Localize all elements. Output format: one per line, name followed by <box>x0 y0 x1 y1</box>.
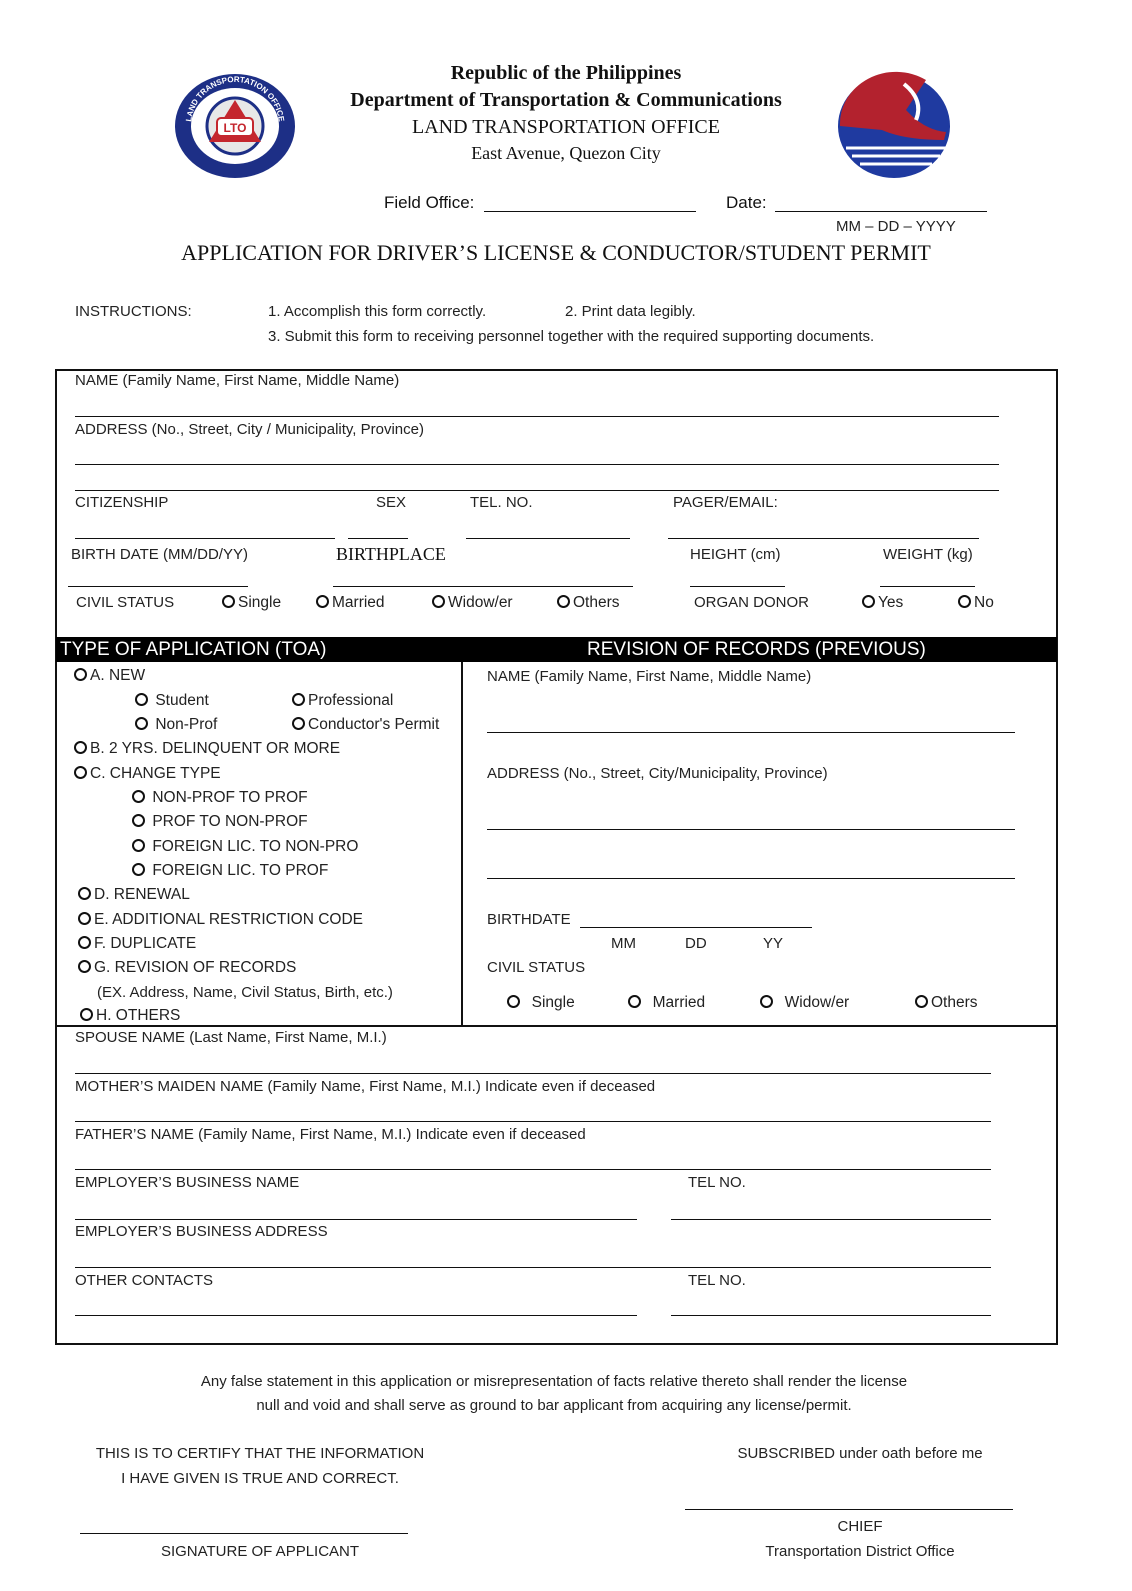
disclaimer-line-1: Any false statement in this application or misrepresentation of facts relative thereto shall render the license <box>200 1373 908 1390</box>
header-department: Department of Transportation & Communications <box>350 89 782 111</box>
toa-student-radio[interactable]: Student <box>135 692 209 710</box>
rev-dd-label: DD <box>685 935 707 952</box>
radio-circle-icon <box>74 668 87 681</box>
civil-others-radio[interactable]: Others <box>557 594 620 612</box>
birthdate-label: BIRTH DATE (MM/DD/YY) <box>71 546 248 563</box>
sex-input[interactable] <box>348 538 408 539</box>
rev-civil-widower-radio[interactable]: Widow/er <box>760 994 849 1012</box>
citizenship-label: CITIZENSHIP <box>75 494 169 511</box>
other-contacts-tel-label: TEL NO. <box>688 1272 746 1289</box>
spouse-input[interactable] <box>75 1073 991 1074</box>
rev-birthdate-input[interactable] <box>580 927 812 928</box>
address-input-1[interactable] <box>75 464 999 465</box>
oath-line: SUBSCRIBED under oath before me <box>737 1445 983 1462</box>
toa-others-radio[interactable]: H. OTHERS <box>80 1007 180 1025</box>
radio-circle-icon <box>862 595 875 608</box>
rev-name-label: NAME (Family Name, First Name, Middle Name) <box>487 668 812 685</box>
father-input[interactable] <box>75 1169 991 1170</box>
name-label: NAME (Family Name, First Name, Middle Name) <box>75 372 400 389</box>
radio-circle-icon <box>760 995 773 1008</box>
signature-input[interactable] <box>80 1533 408 1534</box>
radio-circle-icon <box>74 741 87 754</box>
disclaimer-line-2: null and void and shall serve as ground to bar applicant from acquiring any license/permit. <box>256 1397 852 1414</box>
instruction-1: 1. Accomplish this form correctly. <box>268 303 487 320</box>
radio-circle-icon <box>80 1008 93 1021</box>
radio-circle-icon <box>915 995 928 1008</box>
toa-restriction-code-radio[interactable]: E. ADDITIONAL RESTRICTION CODE <box>78 911 363 929</box>
tel-label: TEL. NO. <box>470 494 533 511</box>
form-box <box>55 369 1058 1345</box>
toa-change-type-radio[interactable]: C. CHANGE TYPE <box>74 765 221 783</box>
radio-circle-icon <box>292 717 305 730</box>
toa-revision-radio[interactable]: G. REVISION OF RECORDS <box>78 959 296 977</box>
sex-label: SEX <box>376 494 407 511</box>
employer-tel-label: TEL NO. <box>688 1174 746 1191</box>
date-format-hint: MM – DD – YYYY <box>836 218 956 235</box>
rev-civil-others-radio[interactable]: Others <box>915 994 978 1012</box>
employer-tel-input[interactable] <box>671 1219 991 1220</box>
header-address: East Avenue, Quezon City <box>471 143 661 163</box>
height-input[interactable] <box>690 586 785 587</box>
toa-prof-to-nonprof-radio[interactable]: PROF TO NON-PROF <box>132 813 308 831</box>
toa-duplicate-radio[interactable]: F. DUPLICATE <box>78 935 196 953</box>
other-contacts-tel-input[interactable] <box>671 1315 991 1316</box>
radio-circle-icon <box>132 790 145 803</box>
spouse-label: SPOUSE NAME (Last Name, First Name, M.I.) <box>75 1029 387 1046</box>
toa-new-radio[interactable]: A. NEW <box>74 667 145 685</box>
organ-no-radio[interactable]: No <box>958 594 994 612</box>
radio-circle-icon <box>135 717 148 730</box>
toa-heading: TYPE OF APPLICATION (TOA) <box>60 639 327 660</box>
organ-yes-radio[interactable]: Yes <box>862 594 903 612</box>
column-divider <box>461 662 463 1026</box>
civil-married-radio[interactable]: Married <box>316 594 385 612</box>
radio-circle-icon <box>78 912 91 925</box>
radio-circle-icon <box>132 863 145 876</box>
radio-circle-icon <box>135 693 148 706</box>
form-title: APPLICATION FOR DRIVER’S LICENSE & CONDUCTOR/STUDENT PERMIT <box>181 240 931 265</box>
certify-line-2: I HAVE GIVEN IS TRUE AND CORRECT. <box>121 1470 399 1487</box>
weight-label: WEIGHT (kg) <box>883 546 973 563</box>
employer-name-input[interactable] <box>75 1219 637 1220</box>
toa-delinquent-radio[interactable]: B. 2 YRS. DELINQUENT OR MORE <box>74 740 340 758</box>
rev-civil-single-radio[interactable]: Single <box>507 994 575 1012</box>
toa-foreign-to-prof-radio[interactable]: FOREIGN LIC. TO PROF <box>132 862 328 880</box>
birthplace-input[interactable] <box>333 586 633 587</box>
civil-status-label: CIVIL STATUS <box>76 594 175 611</box>
radio-circle-icon <box>507 995 520 1008</box>
instruction-3: 3. Submit this form to receiving personnel together with the required supporting documents. <box>268 328 875 345</box>
toa-professional-radio[interactable]: Professional <box>292 692 393 710</box>
pager-email-input[interactable] <box>668 538 979 539</box>
svg-text:LAND TRANSPORTATION OFFICE: LAND TRANSPORTATION OFFICE <box>184 74 286 123</box>
certify-line-1: THIS IS TO CERTIFY THAT THE INFORMATION <box>95 1445 425 1462</box>
district-office-label: Transportation District Office <box>765 1543 955 1560</box>
radio-circle-icon <box>222 595 235 608</box>
civil-single-radio[interactable]: Single <box>222 594 281 612</box>
date-input[interactable] <box>775 211 987 212</box>
radio-circle-icon <box>78 936 91 949</box>
father-label: FATHER’S NAME (Family Name, First Name, M.I.) Indicate even if deceased <box>75 1126 586 1143</box>
svg-text:LTO: LTO <box>223 121 247 135</box>
organ-donor-label: ORGAN DONOR <box>694 594 810 611</box>
toa-revision-note: (EX. Address, Name, Civil Status, Birth, etc.) <box>97 984 393 1001</box>
radio-circle-icon <box>132 839 145 852</box>
mother-label: MOTHER’S MAIDEN NAME (Family Name, First Name, M.I.) Indicate even if deceased <box>75 1078 656 1095</box>
radio-circle-icon <box>78 887 91 900</box>
header-country: Republic of the Philippines <box>450 62 682 84</box>
field-office-label: Field Office: <box>384 193 475 212</box>
tel-input[interactable] <box>466 538 630 539</box>
section-divider <box>56 1025 1057 1027</box>
height-label: HEIGHT (cm) <box>690 546 781 563</box>
weight-input[interactable] <box>880 586 975 587</box>
instruction-2: 2. Print data legibly. <box>565 303 696 320</box>
other-contacts-label: OTHER CONTACTS <box>75 1272 214 1289</box>
rev-name-input[interactable] <box>487 732 1015 733</box>
toa-renewal-radio[interactable]: D. RENEWAL <box>78 886 190 904</box>
radio-circle-icon <box>432 595 445 608</box>
date-label: Date: <box>726 193 767 212</box>
birthplace-label: BIRTHPLACE <box>336 544 446 564</box>
employer-address-input[interactable] <box>75 1267 991 1268</box>
toa-nonprof-radio[interactable]: Non-Prof <box>135 716 217 734</box>
radio-circle-icon <box>316 595 329 608</box>
radio-circle-icon <box>74 766 87 779</box>
chief-label: CHIEF <box>837 1518 883 1535</box>
signature-label: SIGNATURE OF APPLICANT <box>160 1543 360 1560</box>
citizenship-input[interactable] <box>75 538 335 539</box>
revision-heading: REVISION OF RECORDS (PREVIOUS) <box>587 639 926 660</box>
name-input[interactable] <box>75 416 999 417</box>
mother-input[interactable] <box>75 1121 991 1122</box>
birthdate-input[interactable] <box>68 586 248 587</box>
rev-civil-status-label: CIVIL STATUS <box>487 959 586 976</box>
radio-circle-icon <box>557 595 570 608</box>
radio-circle-icon <box>132 814 145 827</box>
toa-conductor-radio[interactable]: Conductor's Permit <box>292 716 439 734</box>
radio-circle-icon <box>628 995 641 1008</box>
toa-nonprof-to-prof-radio[interactable]: NON-PROF TO PROF <box>132 789 308 807</box>
address-input-2[interactable] <box>75 490 999 491</box>
employer-address-label: EMPLOYER’S BUSINESS ADDRESS <box>75 1223 328 1240</box>
address-label: ADDRESS (No., Street, City / Municipality, Province) <box>75 421 424 438</box>
field-office-input[interactable] <box>484 211 696 212</box>
rev-mm-label: MM <box>611 935 636 952</box>
radio-circle-icon <box>958 595 971 608</box>
rev-yy-label: YY <box>763 935 784 952</box>
rev-address-input-1[interactable] <box>487 829 1015 830</box>
rev-address-input-2[interactable] <box>487 878 1015 879</box>
toa-foreign-to-nonpro-radio[interactable]: FOREIGN LIC. TO NON-PRO <box>132 838 358 856</box>
rev-birthdate-label: BIRTHDATE <box>487 911 571 928</box>
pager-email-label: PAGER/EMAIL: <box>673 494 778 511</box>
civil-widower-radio[interactable]: Widow/er <box>432 594 513 612</box>
header-office: LAND TRANSPORTATION OFFICE <box>412 116 720 138</box>
employer-name-label: EMPLOYER’S BUSINESS NAME <box>75 1174 300 1191</box>
radio-circle-icon <box>78 960 91 973</box>
rev-civil-married-radio[interactable]: Married <box>628 994 705 1012</box>
chief-signature-input[interactable] <box>685 1509 1013 1510</box>
instructions-label: INSTRUCTIONS: <box>75 303 192 320</box>
other-contacts-input[interactable] <box>75 1315 637 1316</box>
radio-circle-icon <box>292 693 305 706</box>
rev-address-label: ADDRESS (No., Street, City/Municipality, Province) <box>487 765 828 782</box>
